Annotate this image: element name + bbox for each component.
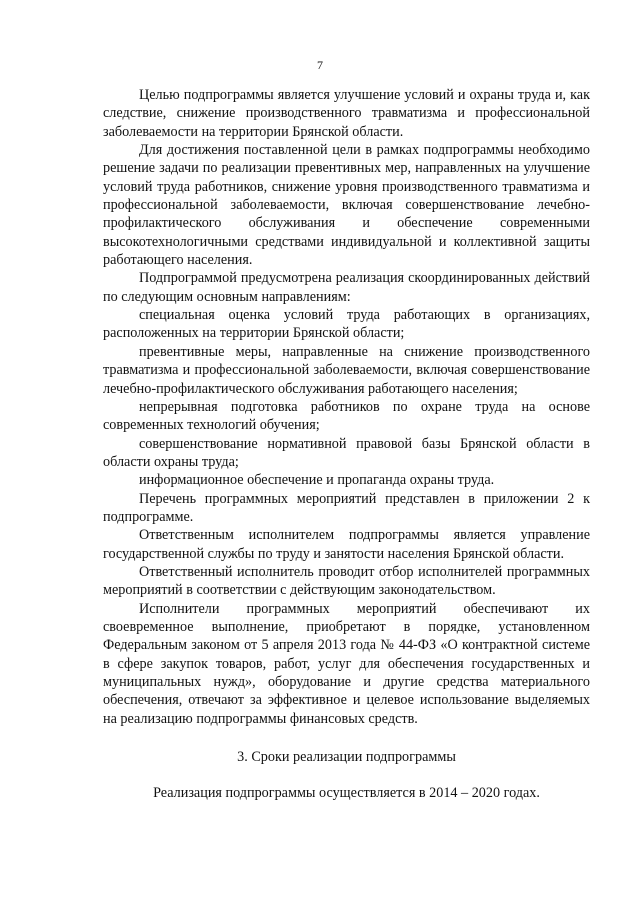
section-text: Реализация подпрограммы осуществляется в 2014 – 2020 годах. bbox=[153, 785, 540, 802]
list-item-information: информационное обеспечение и пропаганда охраны труда. bbox=[139, 472, 495, 489]
list-item-regulatory-base: совершенствование нормативной правовой базы Брянской области в области охраны труда; bbox=[103, 435, 590, 470]
list-item-preventive-measures: превентивные меры, направленные на снижение производственного травматизма и профессиональной заболеваемости, включая совершенствование лечебно-профилактического обслуживания работающего населения; bbox=[103, 343, 590, 397]
paragraph-responsible-executor: Ответственным исполнителем подпрограммы является управление государственной службы по труду и занятости населения Брянской области. bbox=[103, 527, 590, 562]
paragraph-executor-selection: Ответственный исполнитель проводит отбор исполнителей программных мероприятий в соответствии с действующим законодательством. bbox=[103, 563, 590, 599]
paragraph-appendix-reference: Перечень программных мероприятий представлен в приложении 2 к подпрограмме. bbox=[103, 490, 590, 525]
paragraph-executors-duties: Исполнители программных мероприятий обеспечивают их своевременное выполнение, приобретают в порядке, установленном Федеральным законом от 5 апреля 2013 года № 44-ФЗ «О контрактной системе в сфере закупок товаров, работ, услуг для обеспечения государственных и муниципальных нужд», оборудование и другие средства материального обеспечения, отвечают за эффективное и целевое использование выделяемых на реализацию подпрограммы финансовых средств. bbox=[103, 600, 590, 727]
list-item-special-assessment: специальная оценка условий труда работающих в организациях, расположенных на территории Брянской области; bbox=[103, 307, 590, 342]
section-heading: 3. Сроки реализации подпрограммы bbox=[237, 749, 456, 766]
paragraph-directions-intro: Подпрограммой предусмотрена реализация скоординированных действий по следующим основным направлениям: bbox=[103, 270, 590, 305]
list-item-training: непрерывная подготовка работников по охране труда на основе современных технологий обучения; bbox=[103, 398, 590, 434]
page-number: 7 bbox=[317, 58, 323, 72]
paragraph-goal: Целью подпрограммы является улучшение условий и охраны труда и, как следствие, снижение производственного травматизма и профессиональной заболеваемости на территории Брянской области. bbox=[103, 87, 590, 140]
document-body bbox=[103, 86, 590, 803]
paragraph-task: Для достижения поставленной цели в рамках подпрограммы необходимо решение задачи по реализации превентивных мер, направленных на улучшение условий труда работников, снижение уровня производственного травматизма и профессиональной заболеваемости, включая совершенствование лечебно-профилактического обслуживания и обеспечение современными высокотехнологичными средствами индивидуальной и коллективной защиты работающего населения. bbox=[103, 142, 590, 269]
